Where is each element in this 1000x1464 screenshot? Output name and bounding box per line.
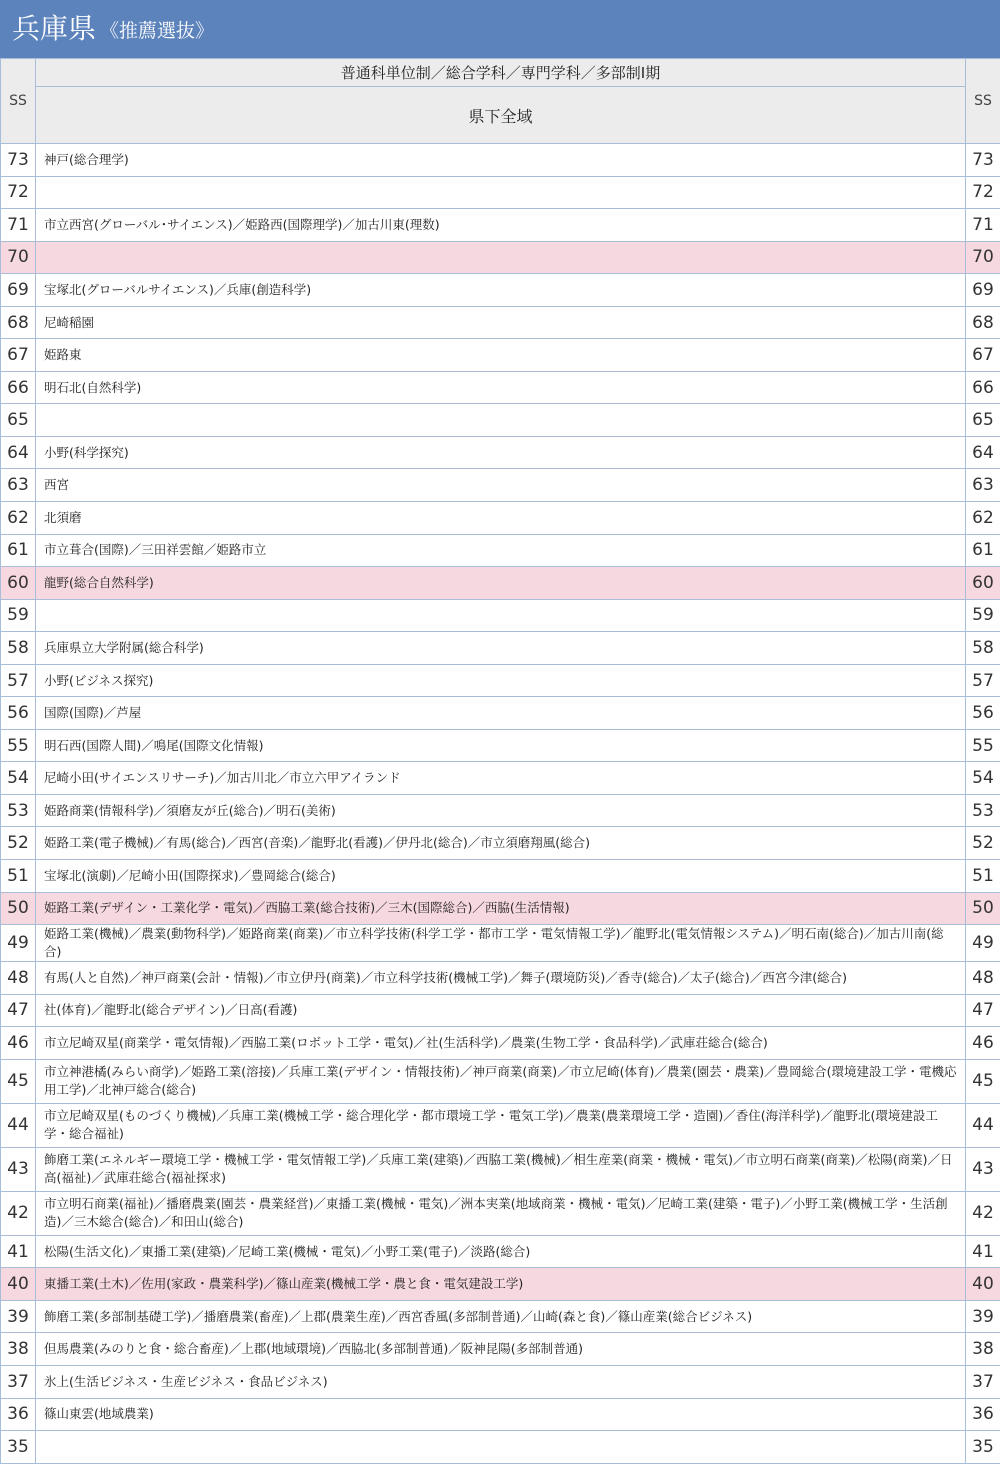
table-row (1, 209, 1000, 242)
ss-value-right: 62 (966, 502, 1000, 535)
ss-value-right: 49 (966, 925, 1000, 962)
school-list: 市立明石商業(福祉)／播磨農業(園芸・農業経営)／東播工業(機械・電気)／洲本実業(地域商業・機械・電気)／尼崎工業(建築・電子)／小野工業(機械工学・生活創造)／三木総合(総合)／和田山(総合) (36, 1191, 966, 1235)
school-list: 市立尼崎双星(商業学・電気情報)／西脇工業(ロボット工学・電気)／社(生活科学)／農業(生物工学・食品科学)／武庫荘総合(総合) (36, 1027, 966, 1060)
school-list: 姫路商業(情報科学)／須磨友が丘(総合)／明石(美術) (36, 794, 966, 827)
ss-value-left: 73 (1, 144, 36, 177)
ss-value-right: 44 (966, 1103, 1000, 1147)
ss-value-left: 60 (1, 567, 36, 600)
school-list: 氷上(生活ビジネス・生産ビジネス・食品ビジネス) (36, 1365, 966, 1398)
header-row (1, 59, 1000, 87)
ss-value-left: 67 (1, 339, 36, 372)
school-list: 市立西宮(グローバル･サイエンス)／姫路西(国際理学)／加古川東(理数) (36, 209, 966, 242)
school-list (36, 404, 966, 437)
ss-value-right: 55 (966, 729, 1000, 762)
school-list: 市立尼崎双星(ものづくり機械)／兵庫工業(機械工学・総合理化学・都市環境工学・電気工学)／農業(農業環境工学・造園)／香住(海洋科学)／龍野北(環境建設工学・総合福祉) (36, 1103, 966, 1147)
ss-value-right: 51 (966, 860, 1000, 893)
school-list: 龍野(総合自然科学) (36, 567, 966, 600)
school-list: 姫路東 (36, 339, 966, 372)
ss-value-right: 58 (966, 632, 1000, 665)
table-row (1, 241, 1000, 274)
table-row (1, 1027, 1000, 1060)
school-list: 尼崎稲園 (36, 306, 966, 339)
table-row (1, 794, 1000, 827)
ss-value-left: 55 (1, 729, 36, 762)
school-list: 社(体育)／龍野北(総合デザイン)／日高(看護) (36, 994, 966, 1027)
title-bar (0, 0, 1000, 58)
ss-value-left: 71 (1, 209, 36, 242)
school-list: 宝塚北(グローバルサイエンス)／兵庫(創造科学) (36, 274, 966, 307)
ss-value-right: 45 (966, 1059, 1000, 1103)
table-row (1, 1398, 1000, 1431)
ss-value-right: 60 (966, 567, 1000, 600)
school-list: 西宮 (36, 469, 966, 502)
school-list: 姫路工業(電子機械)／有馬(総合)／西宮(音楽)／龍野北(看護)／伊丹北(総合)／市立須磨翔風(総合) (36, 827, 966, 860)
school-list: 松陽(生活文化)／東播工業(建築)／尼崎工業(機械・電気)／小野工業(電子)／淡路(総合) (36, 1235, 966, 1268)
ss-value-right: 67 (966, 339, 1000, 372)
table-row (1, 176, 1000, 209)
ss-value-left: 44 (1, 1103, 36, 1147)
ss-value-left: 49 (1, 925, 36, 962)
ss-value-right: 57 (966, 664, 1000, 697)
table-row (1, 306, 1000, 339)
ss-value-left: 41 (1, 1235, 36, 1268)
ss-value-left: 48 (1, 962, 36, 995)
ss-value-right: 61 (966, 534, 1000, 567)
ss-value-left: 37 (1, 1365, 36, 1398)
ss-value-left: 59 (1, 599, 36, 632)
ss-value-left: 58 (1, 632, 36, 665)
ss-value-left: 39 (1, 1300, 36, 1333)
table-row (1, 860, 1000, 893)
ss-value-left: 47 (1, 994, 36, 1027)
ss-value-left: 65 (1, 404, 36, 437)
page-title: 兵庫県 (12, 15, 96, 43)
ss-value-left: 64 (1, 436, 36, 469)
school-list: 明石北(自然科学) (36, 371, 966, 404)
table-row (1, 1431, 1000, 1464)
table-row (1, 762, 1000, 795)
school-list: 北須磨 (36, 502, 966, 535)
ss-value-right: 43 (966, 1147, 1000, 1191)
ss-value-right: 65 (966, 404, 1000, 437)
school-list: 姫路工業(デザイン・工業化学・電気)／西脇工業(総合技術)／三木(国際総合)／西脇(生活情報) (36, 892, 966, 925)
ss-value-right: 63 (966, 469, 1000, 502)
page-subtitle: 《推薦選抜》 (100, 16, 214, 43)
ss-value-right: 47 (966, 994, 1000, 1027)
ss-value-left: 69 (1, 274, 36, 307)
table-row (1, 664, 1000, 697)
ss-value-left: 61 (1, 534, 36, 567)
ss-value-right: 40 (966, 1268, 1000, 1301)
table-row (1, 962, 1000, 995)
ss-value-right: 56 (966, 697, 1000, 730)
ss-value-right: 64 (966, 436, 1000, 469)
school-list: 国際(国際)／芦屋 (36, 697, 966, 730)
school-list: 神戸(総合理学) (36, 144, 966, 177)
table-row (1, 1300, 1000, 1333)
table-row (1, 599, 1000, 632)
ss-value-right: 66 (966, 371, 1000, 404)
ss-value-left: 62 (1, 502, 36, 535)
table-row (1, 1333, 1000, 1366)
table-row (1, 144, 1000, 177)
ss-value-left: 52 (1, 827, 36, 860)
ss-value-right: 68 (966, 306, 1000, 339)
ss-value-left: 50 (1, 892, 36, 925)
ss-value-left: 46 (1, 1027, 36, 1060)
table-row (1, 339, 1000, 372)
school-list: 姫路工業(機械)／農業(動物科学)／姫路商業(商業)／市立科学技術(科学工学・都市工学・電気情報工学)／龍野北(電気情報システム)／明石南(総合)／加古川南(総合) (36, 925, 966, 962)
table-row (1, 925, 1000, 962)
ss-value-left: 51 (1, 860, 36, 893)
ss-value-right: 59 (966, 599, 1000, 632)
table-row (1, 274, 1000, 307)
table-row (1, 1103, 1000, 1147)
table-row (1, 469, 1000, 502)
school-list: 但馬農業(みのりと食・総合畜産)／上郡(地域環境)／西脇北(多部制普通)／阪神昆陽(多部制普通) (36, 1333, 966, 1366)
ss-value-right: 38 (966, 1333, 1000, 1366)
ss-value-left: 70 (1, 241, 36, 274)
ss-value-right: 69 (966, 274, 1000, 307)
category-header: 普通科単位制／総合学科／専門学科／多部制Ⅰ期 (36, 59, 966, 87)
ss-table (0, 58, 1000, 1464)
school-list: 明石西(国際人間)／鳴尾(国際文化情報) (36, 729, 966, 762)
table-row (1, 1191, 1000, 1235)
school-list: 市立神港橘(みらい商学)／姫路工業(溶接)／兵庫工業(デザイン・情報技術)／神戸商業(商業)／市立尼崎(体育)／農業(園芸・農業)／豊岡総合(環境建設工学・電機応用工学)／北神戸総合(総合) (36, 1059, 966, 1103)
school-list: 小野(ビジネス探究) (36, 664, 966, 697)
school-list: 飾磨工業(多部制基礎工学)／播磨農業(畜産)／上郡(農業生産)／西宮香風(多部制普通)／山崎(森と食)／篠山産業(総合ビジネス) (36, 1300, 966, 1333)
table-row (1, 827, 1000, 860)
table-row (1, 1059, 1000, 1103)
table-row (1, 534, 1000, 567)
school-list (36, 241, 966, 274)
school-list: 市立葺合(国際)／三田祥雲館／姫路市立 (36, 534, 966, 567)
ss-value-left: 35 (1, 1431, 36, 1464)
ss-value-right: 41 (966, 1235, 1000, 1268)
ss-value-left: 38 (1, 1333, 36, 1366)
ss-value-right: 35 (966, 1431, 1000, 1464)
ss-value-right: 72 (966, 176, 1000, 209)
ss-value-left: 42 (1, 1191, 36, 1235)
ss-value-right: 71 (966, 209, 1000, 242)
ss-value-right: 48 (966, 962, 1000, 995)
school-list: 尼崎小田(サイエンスリサーチ)／加古川北／市立六甲アイランド (36, 762, 966, 795)
ss-value-right: 54 (966, 762, 1000, 795)
ss-value-left: 72 (1, 176, 36, 209)
ss-value-left: 53 (1, 794, 36, 827)
ss-value-left: 40 (1, 1268, 36, 1301)
table-body (1, 144, 1000, 1464)
ss-value-left: 63 (1, 469, 36, 502)
ss-value-left: 68 (1, 306, 36, 339)
school-list: 有馬(人と自然)／神戸商業(会計・情報)／市立伊丹(商業)／市立科学技術(機械工学)／舞子(環境防災)／香寺(総合)／太子(総合)／西宮今津(総合) (36, 962, 966, 995)
table-row (1, 697, 1000, 730)
ss-value-right: 53 (966, 794, 1000, 827)
ss-value-right: 52 (966, 827, 1000, 860)
school-list: 兵庫県立大学附属(総合科学) (36, 632, 966, 665)
ss-value-right: 36 (966, 1398, 1000, 1431)
ss-value-left: 45 (1, 1059, 36, 1103)
school-list: 宝塚北(演劇)／尼崎小田(国際探求)／豊岡総合(総合) (36, 860, 966, 893)
ss-value-left: 54 (1, 762, 36, 795)
ss-value-left: 36 (1, 1398, 36, 1431)
table-row (1, 994, 1000, 1027)
ss-value-left: 43 (1, 1147, 36, 1191)
table-row (1, 632, 1000, 665)
header-row (1, 87, 1000, 144)
table-row (1, 892, 1000, 925)
ss-header-right: SS (966, 59, 1000, 144)
ss-value-left: 57 (1, 664, 36, 697)
table-row (1, 1235, 1000, 1268)
table-row (1, 436, 1000, 469)
school-list (36, 176, 966, 209)
ss-value-right: 73 (966, 144, 1000, 177)
table-row (1, 371, 1000, 404)
ss-value-right: 50 (966, 892, 1000, 925)
ss-value-right: 42 (966, 1191, 1000, 1235)
school-list (36, 1431, 966, 1464)
table-row (1, 404, 1000, 437)
school-list (36, 599, 966, 632)
table-row (1, 729, 1000, 762)
table-row (1, 1147, 1000, 1191)
school-list: 小野(科学探究) (36, 436, 966, 469)
table-row (1, 502, 1000, 535)
school-list: 東播工業(土木)／佐用(家政・農業科学)／篠山産業(機械工学・農と食・電気建設工学) (36, 1268, 966, 1301)
school-list: 篠山東雲(地域農業) (36, 1398, 966, 1431)
region-header: 県下全域 (36, 87, 966, 144)
ss-header-left: SS (1, 59, 36, 144)
ss-value-right: 70 (966, 241, 1000, 274)
table-row (1, 567, 1000, 600)
ss-value-right: 46 (966, 1027, 1000, 1060)
ss-value-left: 66 (1, 371, 36, 404)
table-row (1, 1365, 1000, 1398)
ss-value-right: 39 (966, 1300, 1000, 1333)
table-row (1, 1268, 1000, 1301)
ss-value-right: 37 (966, 1365, 1000, 1398)
school-list: 飾磨工業(エネルギー環境工学・機械工学・電気情報工学)／兵庫工業(建築)／西脇工業(機械)／相生産業(商業・機械・電気)／市立明石商業(商業)／松陽(商業)／日高(福祉)／武庫荘総合(福祉探求) (36, 1147, 966, 1191)
ss-value-left: 56 (1, 697, 36, 730)
